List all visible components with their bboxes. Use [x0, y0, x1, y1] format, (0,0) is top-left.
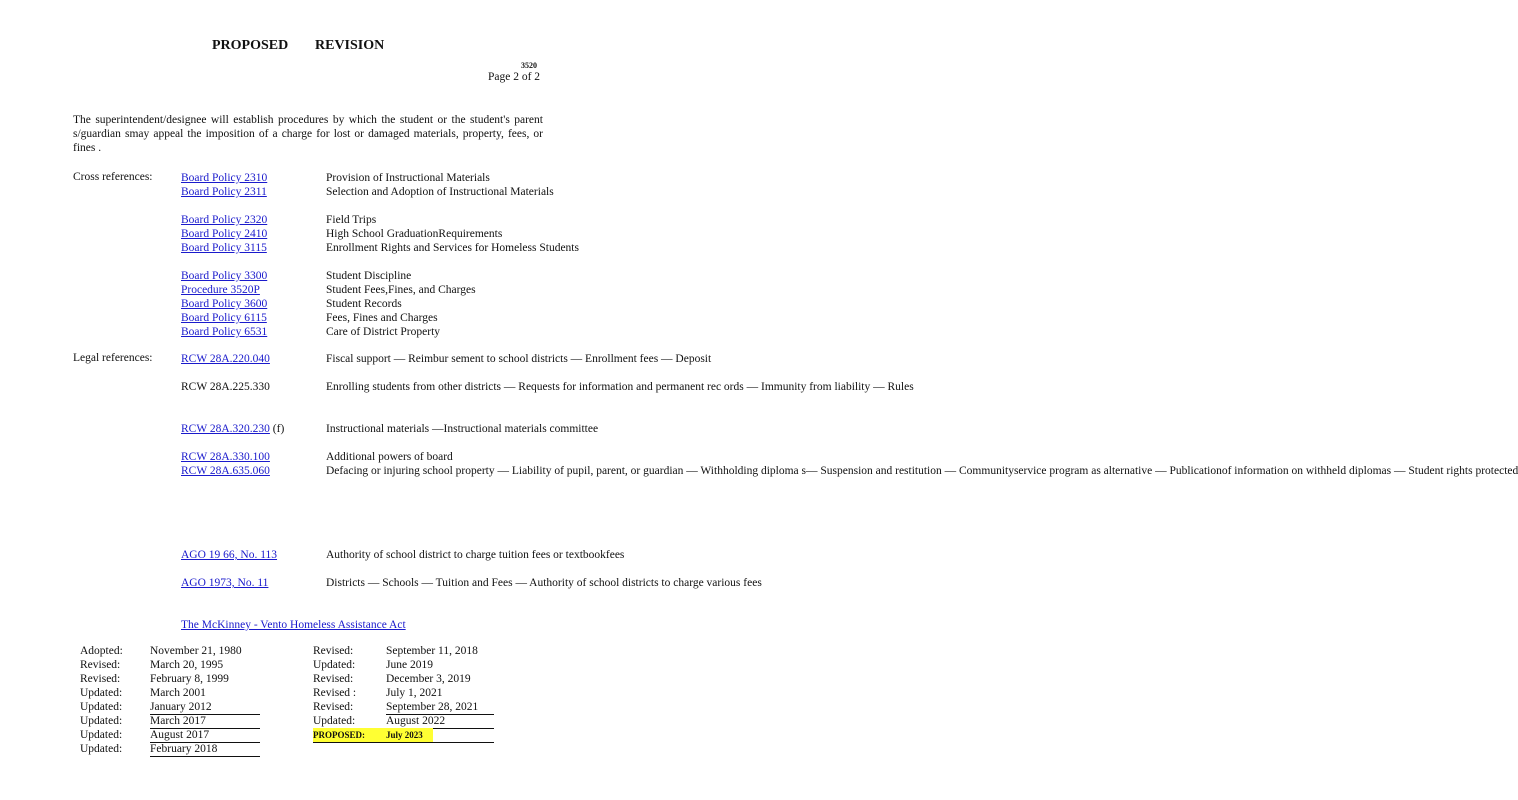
legal-references-label: Legal references: [73, 352, 153, 364]
history-date: September 11, 2018 [386, 645, 478, 657]
cross-ref-desc: Fees, Fines and Charges [326, 312, 438, 324]
cross-ref-desc: High School GraduationRequirements [326, 228, 503, 240]
cross-ref-desc: Field Trips [326, 214, 377, 226]
cross-ref-desc: Student Discipline [326, 270, 412, 282]
cross-ref-desc: Student Fees,Fines, and Charges [326, 284, 476, 296]
history-date: February 2018 [150, 742, 260, 757]
cross-ref-link[interactable]: Board Policy 3115 [181, 242, 267, 254]
history-label: Revised: [80, 673, 121, 685]
legal-ref-desc: Instructional materials —Instructional materials committee [326, 423, 599, 435]
cross-ref-link[interactable]: Board Policy 3300 [181, 270, 268, 282]
history-label: PROPOSED: [313, 730, 366, 740]
cross-ref-link[interactable]: Board Policy 6115 [181, 312, 267, 324]
history-label: Updated: [80, 701, 123, 713]
history-date: March 20, 1995 [150, 659, 224, 671]
cross-ref-desc: Provision of Instructional Materials [326, 172, 490, 184]
policy-code: 3520 [521, 61, 537, 70]
history-label: Revised : [313, 687, 357, 699]
intro-paragraph: The superintendent/designee will establish procedures by which the student or the student's parent s/guardian smay appeal the imposition of a charge for lost or damaged materials, property, fees, or fines . [73, 114, 543, 154]
cross-references-label: Cross references: [73, 171, 153, 183]
history-label: Revised: [313, 701, 354, 713]
legal-ref-desc: Fiscal support — Reimbur sement to school districts — Enrollment fees — Deposit [326, 353, 712, 365]
cross-ref-desc: Selection and Adoption of Instructional Materials [326, 186, 554, 198]
history-label: Revised: [313, 673, 354, 685]
legal-ref-desc: Defacing or injuring school property — Liability of pupil, parent, or guardian — Withholding diploma s— Suspension and restitution — Communityservice program as alternative — Publicationof information on withheld diplomas — Student rights protected [326, 465, 1518, 477]
legal-ref-link[interactable]: AGO 1973, No. 11 [181, 577, 269, 589]
history-label: Adopted: [80, 645, 123, 657]
history-date: March 2017 [150, 714, 260, 729]
history-label: Updated: [313, 659, 356, 671]
history-label: Updated: [80, 729, 123, 741]
history-date: February 8, 1999 [150, 673, 229, 685]
proposed-row [313, 728, 494, 743]
legal-ref-desc: Districts — Schools — Tuition and Fees — Authority of school districts to charge various fees [326, 577, 762, 589]
history-date: August 2022 [386, 715, 446, 727]
legal-ref-suffix: (f) [272, 423, 285, 435]
legal-ref-link[interactable]: RCW 28A.320.230 (f) [181, 423, 285, 435]
history-date: July 2023 [386, 730, 423, 740]
cross-ref-link[interactable]: Procedure 3520P [181, 284, 260, 296]
cross-ref-link[interactable]: Board Policy 2320 [181, 214, 268, 226]
history-date: December 3, 2019 [386, 673, 471, 685]
legal-ref-link[interactable]: RCW 28A.330.100 [181, 451, 270, 463]
history-date: November 21, 1980 [150, 645, 242, 657]
history-date: January 2012 [150, 700, 260, 715]
history-label: Updated: [80, 743, 123, 755]
cross-ref-link[interactable]: Board Policy 2410 [181, 228, 268, 240]
legal-ref-desc: Authority of school district to charge tuition fees or textbookfees [326, 549, 625, 561]
history-date: March 2001 [150, 687, 206, 699]
history-date: August 2017 [150, 728, 260, 743]
history-date: July 1, 2021 [386, 687, 443, 699]
cross-ref-link[interactable]: Board Policy 6531 [181, 326, 268, 338]
cross-ref-link[interactable]: Board Policy 2311 [181, 186, 267, 198]
legal-ref-text: RCW 28A.225.330 [181, 381, 270, 393]
mckinney-vento-act-link[interactable]: The McKinney - Vento Homeless Assistance Act [181, 619, 406, 631]
cross-ref-desc: Care of District Property [326, 326, 441, 338]
cross-ref-link[interactable]: Board Policy 3600 [181, 298, 268, 310]
cross-ref-link[interactable]: Board Policy 2310 [181, 172, 268, 184]
history-label: Updated: [80, 687, 123, 699]
legal-ref-desc: Enrolling students from other districts — Requests for information and permanent rec ords — Immunity from liability — Rules [326, 381, 914, 393]
legal-ref-link[interactable]: AGO 19 66, No. 113 [181, 549, 278, 561]
page-number: Page 2 of 2 [488, 71, 541, 83]
legal-ref-desc: Additional powers of board [326, 451, 453, 463]
history-updated-row [313, 714, 494, 729]
legal-ref-link[interactable]: RCW 28A.220.040 [181, 353, 270, 365]
history-label: Updated: [313, 715, 356, 727]
title-revision: REVISION [315, 38, 385, 53]
legal-ref-link[interactable]: RCW 28A.635.060 [181, 465, 270, 477]
history-label: Revised: [313, 645, 354, 657]
history-label: Updated: [80, 715, 123, 727]
history-label: Revised: [80, 659, 121, 671]
cross-ref-desc: Student Records [326, 298, 402, 310]
title-proposed: PROPOSED [212, 38, 289, 53]
proposed-highlight [313, 728, 433, 742]
history-date: September 28, 2021 [386, 700, 494, 715]
history-date: June 2019 [386, 659, 433, 671]
cross-ref-desc: Enrollment Rights and Services for Homeless Students [326, 242, 579, 254]
